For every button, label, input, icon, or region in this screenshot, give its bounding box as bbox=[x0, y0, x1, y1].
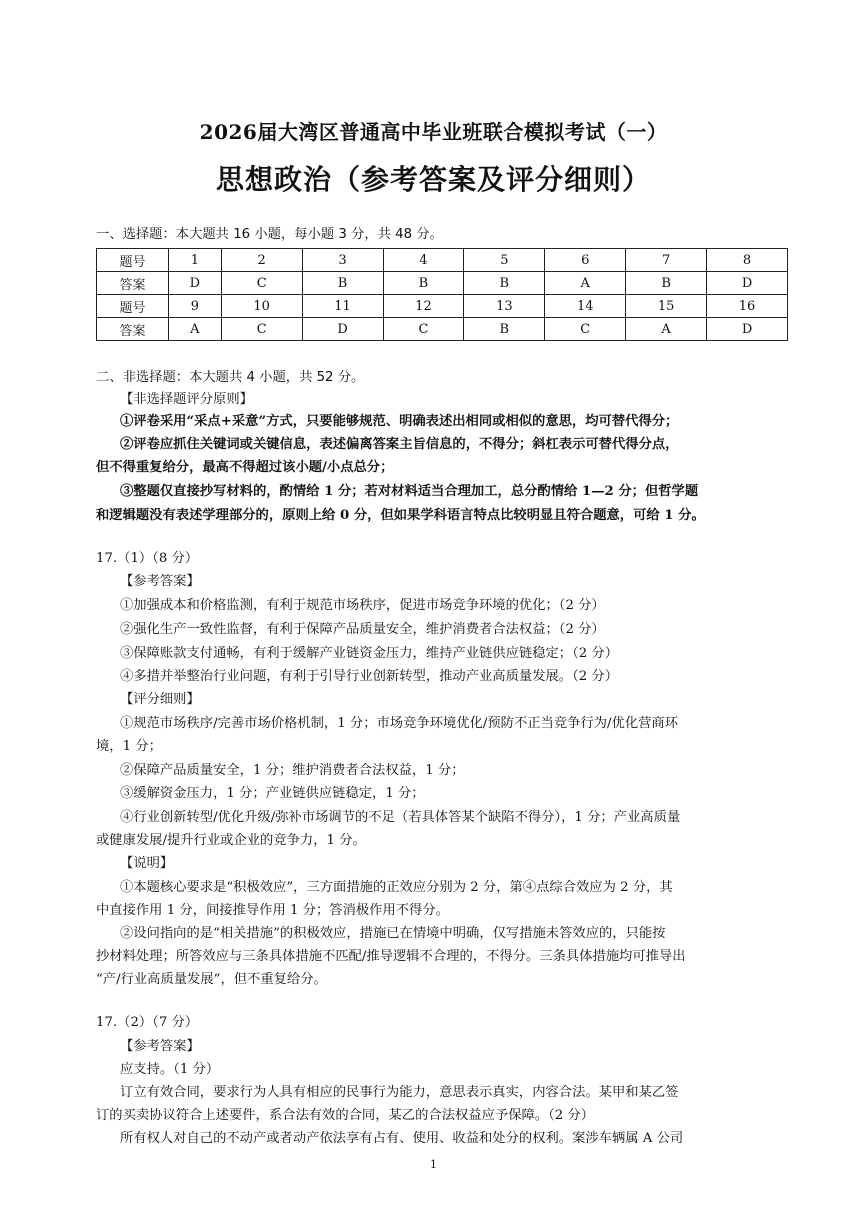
q17-2-line-1: 应支持。（1 分） bbox=[120, 1062, 220, 1077]
q17-1-rubric-title: 【评分细则】 bbox=[120, 692, 200, 707]
table-cell: 12 bbox=[383, 295, 464, 318]
table-cell: C bbox=[221, 272, 302, 295]
section2-heading: 二、非选择题：本大题共 4 小题，共 52 分。 bbox=[96, 370, 365, 385]
section1-heading: 一、选择题：本大题共 16 小题，每小题 3 分，共 48 分。 bbox=[96, 227, 443, 242]
q17-1-note-2c: “产/行业高质量发展”，但不重复给分。 bbox=[96, 972, 327, 987]
principle-3a: ③整题仅直接抄写材料的，酌情给 1 分；若对材料适当合理加工，总分酌情给 1—2 分；但哲学题 bbox=[120, 484, 699, 499]
table-cell: 13 bbox=[464, 295, 545, 318]
table-cell: C bbox=[383, 318, 464, 341]
row-label: 答案 bbox=[97, 318, 169, 341]
table-cell: D bbox=[707, 272, 788, 295]
q17-1-answer-1: ①加强成本和价格监测，有利于规范市场秩序，促进市场竞争环境的优化；（2 分） bbox=[120, 598, 605, 613]
table-cell: 6 bbox=[545, 249, 626, 272]
table-row bbox=[97, 249, 788, 272]
table-cell: B bbox=[302, 272, 383, 295]
table-cell: D bbox=[169, 272, 222, 295]
table-cell: 1 bbox=[169, 249, 222, 272]
table-cell: D bbox=[302, 318, 383, 341]
q17-2-heading: 17.（2）（7 分） bbox=[96, 1015, 199, 1030]
page-number: 1 bbox=[430, 1158, 437, 1171]
table-cell: 9 bbox=[169, 295, 222, 318]
table-cell: C bbox=[545, 318, 626, 341]
q17-1-answer-4: ④多措并举整治行业问题，有利于引导行业创新转型，推动产业高质量发展。（2 分） bbox=[120, 669, 619, 684]
principle-1: ①评卷采用“采点+采意”方式，只要能够规范、明确表述出相同或相似的意思，均可替代得分； bbox=[120, 414, 679, 429]
principles-title: 【非选择题评分原则】 bbox=[120, 392, 253, 407]
table-cell: 7 bbox=[626, 249, 707, 272]
table-cell: D bbox=[707, 318, 788, 341]
table-cell: 3 bbox=[302, 249, 383, 272]
q17-1-note-title: 【说明】 bbox=[120, 856, 174, 871]
row-label: 题号 bbox=[97, 295, 169, 318]
principle-2b: 但不得重复给分，最高不得超过该小题/小点总分； bbox=[96, 460, 394, 475]
principle-3b: 和逻辑题没有表述学理部分的，原则上给 0 分，但如果学科语言特点比较明显且符合题意，可给 1 分。 bbox=[96, 508, 705, 523]
table-cell: 16 bbox=[707, 295, 788, 318]
q17-2-line-2a: 订立有效合同，要求行为人具有相应的民事行为能力，意思表示真实，内容合法。某甲和某乙签 bbox=[120, 1085, 679, 1100]
table-cell: 8 bbox=[707, 249, 788, 272]
q17-1-note-1a: ①本题核心要求是“积极效应”，三方面措施的正效应分别为 2 分，第④点综合效应为 2 分，其 bbox=[120, 880, 673, 895]
q17-1-answer-2: ②强化生产一致性监督，有利于保障产品质量安全，维护消费者合法权益；（2 分） bbox=[120, 622, 605, 637]
table-cell: A bbox=[626, 318, 707, 341]
q17-1-note-2b: 抄材料处理；所答效应与三条具体措施不匹配/推导逻辑不合理的，不得分。三条具体措施均可推导出 bbox=[96, 949, 686, 964]
q17-1-ref-title: 【参考答案】 bbox=[120, 574, 200, 589]
table-cell: 5 bbox=[464, 249, 545, 272]
q17-1-note-2a: ②设问指向的是“相关措施”的积极效应，措施已在情境中明确，仅写措施未答效应的，只能按 bbox=[120, 926, 666, 941]
table-cell: 11 bbox=[302, 295, 383, 318]
q17-1-note-1b: 中直接作用 1 分，间接推导作用 1 分；答消极作用不得分。 bbox=[96, 903, 449, 918]
table-cell: B bbox=[626, 272, 707, 295]
table-cell: B bbox=[383, 272, 464, 295]
table-row bbox=[97, 272, 788, 295]
table-row bbox=[97, 295, 788, 318]
q17-1-rubric-1b: 境，1 分； bbox=[96, 739, 162, 754]
table-cell: A bbox=[169, 318, 222, 341]
table-cell: B bbox=[464, 272, 545, 295]
q17-1-heading: 17.（1）（8 分） bbox=[96, 551, 199, 566]
table-cell: 2 bbox=[221, 249, 302, 272]
table-cell: B bbox=[464, 318, 545, 341]
table-cell: 10 bbox=[221, 295, 302, 318]
q17-2-line-2b: 订的买卖协议符合上述要件，系合法有效的合同，某乙的合法权益应予保障。（2 分） bbox=[96, 1108, 595, 1123]
principle-2a: ②评卷应抓住关键词或关键信息，表述偏离答案主旨信息的，不得分；斜杠表示可替代得分点， bbox=[120, 437, 679, 452]
q17-2-ref-title: 【参考答案】 bbox=[120, 1039, 200, 1054]
q17-1-rubric-3: ③缓解资金压力，1 分；产业链供应链稳定，1 分； bbox=[120, 786, 425, 801]
table-cell: 14 bbox=[545, 295, 626, 318]
row-label: 答案 bbox=[97, 272, 169, 295]
table-cell: A bbox=[545, 272, 626, 295]
table-row bbox=[97, 318, 788, 341]
q17-1-rubric-2: ②保障产品质量安全，1 分；维护消费者合法权益，1 分； bbox=[120, 763, 465, 778]
table-cell: C bbox=[221, 318, 302, 341]
table-cell: 4 bbox=[383, 249, 464, 272]
q17-1-rubric-4b: 或健康发展/提升行业或企业的竞争力，1 分。 bbox=[96, 833, 366, 848]
row-label: 题号 bbox=[97, 249, 169, 272]
q17-1-rubric-4a: ④行业创新转型/优化升级/弥补市场调节的不足（若具体答某个缺陷不得分），1 分；产业高质量 bbox=[120, 810, 681, 825]
q17-1-rubric-1a: ①规范市场秩序/完善市场价格机制，1 分；市场竞争环境优化/预防不正当竞争行为/优化营商环 bbox=[120, 716, 679, 731]
q17-1-answer-3: ③保障账款支付通畅，有利于缓解产业链资金压力，维持产业链供应链稳定；（2 分） bbox=[120, 646, 619, 661]
exam-subtitle: 思想政治（参考答案及评分细则） bbox=[215, 163, 651, 196]
exam-title: 2026届大湾区普通高中毕业班联合模拟考试（一） bbox=[199, 120, 668, 144]
table-cell: 15 bbox=[626, 295, 707, 318]
answer-table bbox=[96, 248, 788, 341]
q17-2-line-3: 所有权人对自己的不动产或者动产依法享有占有、使用、收益和处分的权利。案涉车辆属 A 公司 bbox=[120, 1131, 684, 1146]
